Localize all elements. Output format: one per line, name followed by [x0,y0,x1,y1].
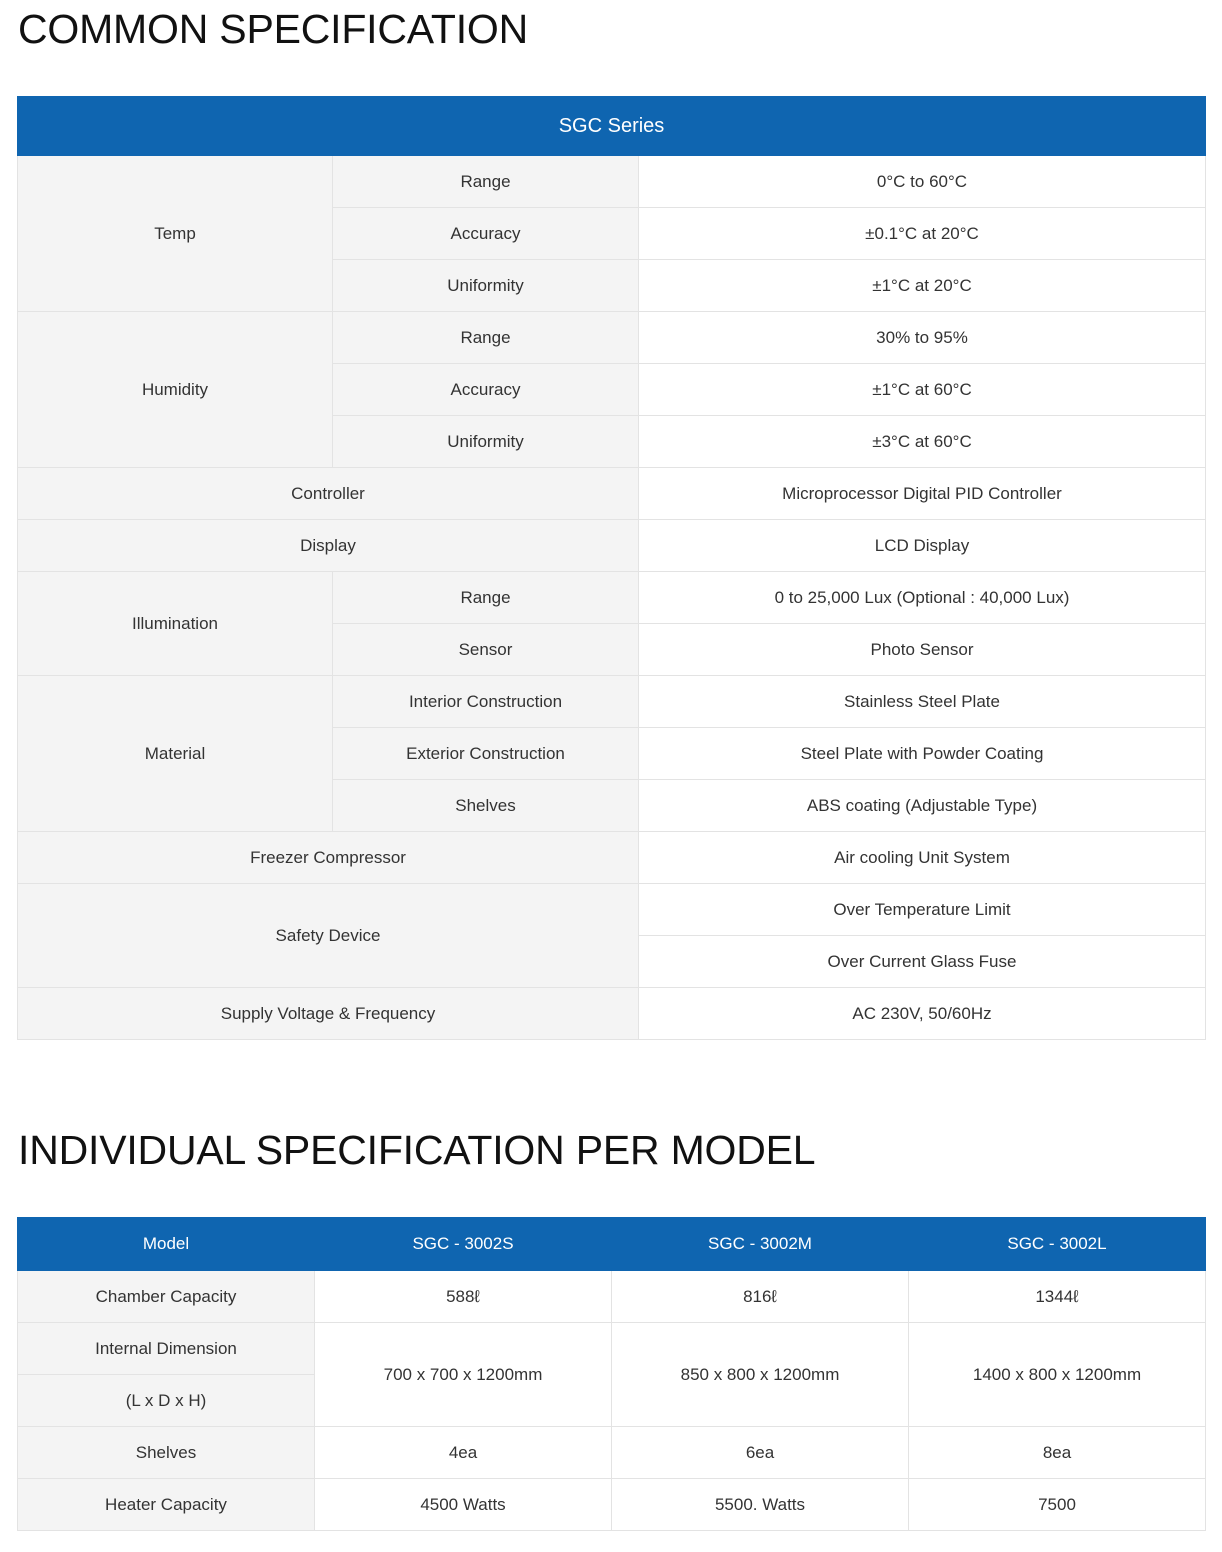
controller-value: Microprocessor Digital PID Controller [639,468,1206,520]
internal-dimension-3002l: 1400 x 800 x 1200mm [909,1323,1206,1427]
humidity-uniformity-value: ±3°C at 60°C [639,416,1206,468]
shelves-3002m: 6ea [612,1427,909,1479]
material-interior-value: Stainless Steel Plate [639,676,1206,728]
internal-dimension-unit-label: (L x D x H) [18,1375,315,1427]
material-label: Material [18,676,333,832]
humidity-range-value: 30% to 95% [639,312,1206,364]
humidity-range-label: Range [333,312,639,364]
material-exterior-value: Steel Plate with Powder Coating [639,728,1206,780]
temp-label: Temp [18,156,333,312]
shelves-3002s: 4ea [315,1427,612,1479]
shelves-3002l: 8ea [909,1427,1206,1479]
chamber-capacity-label: Chamber Capacity [18,1271,315,1323]
temp-uniformity-value: ±1°C at 20°C [639,260,1206,312]
illumination-sensor-label: Sensor [333,624,639,676]
individual-spec-title: INDIVIDUAL SPECIFICATION PER MODEL [18,1127,816,1173]
safety-label: Safety Device [18,884,639,988]
freezer-label: Freezer Compressor [18,832,639,884]
temp-range-label: Range [333,156,639,208]
table-row [18,1479,1206,1531]
table-row [18,312,1206,364]
illumination-range-value: 0 to 25,000 Lux (Optional : 40,000 Lux) [639,572,1206,624]
individual-spec-table [17,1217,1206,1531]
heater-capacity-3002l: 7500 [909,1479,1206,1531]
illumination-range-label: Range [333,572,639,624]
temp-accuracy-value: ±0.1°C at 20°C [639,208,1206,260]
humidity-uniformity-label: Uniformity [333,416,639,468]
common-spec-title: COMMON SPECIFICATION [18,6,529,52]
internal-dimension-3002m: 850 x 800 x 1200mm [612,1323,909,1427]
temp-range-value: 0°C to 60°C [639,156,1206,208]
material-exterior-label: Exterior Construction [333,728,639,780]
safety-value-2: Over Current Glass Fuse [639,936,1206,988]
humidity-accuracy-label: Accuracy [333,364,639,416]
table-row [18,884,1206,936]
table-row [18,988,1206,1040]
table-row [18,468,1206,520]
material-shelves-label: Shelves [333,780,639,832]
supply-label: Supply Voltage & Frequency [18,988,639,1040]
display-label: Display [18,520,639,572]
shelves-label: Shelves [18,1427,315,1479]
table-header-row [18,97,1206,156]
table-row [18,1271,1206,1323]
supply-value: AC 230V, 50/60Hz [639,988,1206,1040]
humidity-label: Humidity [18,312,333,468]
material-interior-label: Interior Construction [333,676,639,728]
material-shelves-value: ABS coating (Adjustable Type) [639,780,1206,832]
common-spec-table [17,96,1206,1040]
model-header: Model [18,1218,315,1271]
heater-capacity-3002m: 5500. Watts [612,1479,909,1531]
table-row [18,1427,1206,1479]
series-header: SGC Series [18,97,1206,156]
chamber-capacity-3002l: 1344ℓ [909,1271,1206,1323]
humidity-accuracy-value: ±1°C at 60°C [639,364,1206,416]
table-row [18,572,1206,624]
table-header-row [18,1218,1206,1271]
display-value: LCD Display [639,520,1206,572]
table-row [18,156,1206,208]
internal-dimension-3002s: 700 x 700 x 1200mm [315,1323,612,1427]
heater-capacity-label: Heater Capacity [18,1479,315,1531]
temp-uniformity-label: Uniformity [333,260,639,312]
chamber-capacity-3002s: 588ℓ [315,1271,612,1323]
model-3002m-header: SGC - 3002M [612,1218,909,1271]
table-row [18,520,1206,572]
model-3002s-header: SGC - 3002S [315,1218,612,1271]
illumination-sensor-value: Photo Sensor [639,624,1206,676]
controller-label: Controller [18,468,639,520]
table-row [18,832,1206,884]
table-row [18,676,1206,728]
heater-capacity-3002s: 4500 Watts [315,1479,612,1531]
chamber-capacity-3002m: 816ℓ [612,1271,909,1323]
internal-dimension-label: Internal Dimension [18,1323,315,1375]
model-3002l-header: SGC - 3002L [909,1218,1206,1271]
safety-value-1: Over Temperature Limit [639,884,1206,936]
illumination-label: Illumination [18,572,333,676]
freezer-value: Air cooling Unit System [639,832,1206,884]
table-row [18,1323,1206,1375]
temp-accuracy-label: Accuracy [333,208,639,260]
